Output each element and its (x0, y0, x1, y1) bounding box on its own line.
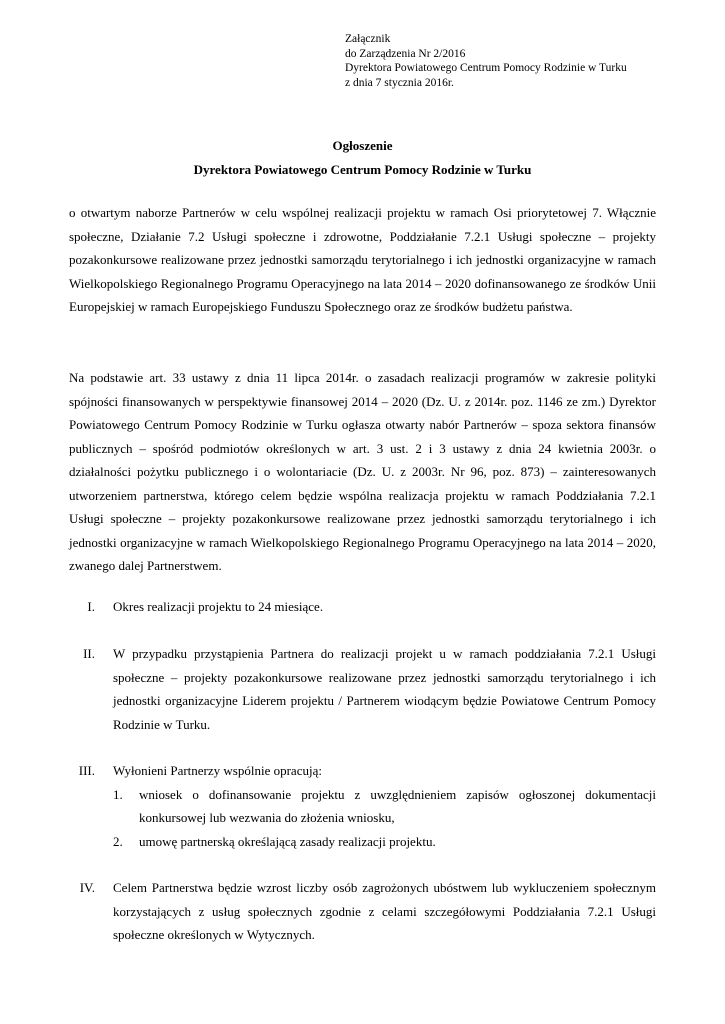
section-1 (69, 595, 656, 619)
section-4 (69, 876, 656, 947)
section-text: W przypadku przystąpienia Partnera do realizacji projekt u w ramach poddziałania 7.2.1 Usługi społeczne – projekty pozakonkursowe realizowane przez jednostki samorządu terytorialnego i ich jednostki organizacyjne Liderem projektu / Partnerem wiodącym będzie Powiatowe Centrum Pomocy Rodzinie w Turku. (113, 646, 656, 732)
attachment-line: do Zarządzenia Nr 2/2016 (345, 47, 466, 60)
section-number: II. (83, 646, 95, 661)
attachment-header (345, 32, 627, 90)
document-title: Ogłoszenie (332, 138, 393, 153)
document-subtitle: Dyrektora Powiatowego Centrum Pomocy Rodzinie w Turku (193, 162, 532, 177)
section-number: III. (78, 763, 95, 778)
basis-paragraph: Na podstawie art. 33 ustawy z dnia 11 lipca 2014r. o zasadach realizacji programów w zakresie polityki spójności finansowanych w perspektywie finansowej 2014 – 2020 (Dz. U. z 2014r. poz. 1146 ze zm.) Dyrektor Powiatowego Centrum Pomocy Rodzinie w Turku ogłasza otwarty nabór Partnerów – spoza sektora finansów publicznych – spośród podmiotów określonych w art. 3 ust. 2 i 3 ustawy z dnia 24 kwietnia 2003r. o działalności pożytku publicznego i o wolontariacie (Dz. U. z 2003r. Nr 96, poz. 873) – zainteresowanych utworzeniem partnerstwa, którego celem będzie wspólna realizacja projektu w ramach Poddziałania 7.2.1 Usługi społeczne – projekty pozakonkursowe realizowane przez jednostki samorządu terytorialnego i ich jednostki organizacyjne w ramach Wielkopolskiego Regionalnego Programu Operacyjnego na lata 2014 – 2020, zwanego dalej Partnerstwem. (69, 370, 656, 573)
list-item-text: wniosek o dofinansowanie projektu z uwzględnieniem zapisów ogłoszonej dokumentacji konkursowej lub wezwania do złożenia wniosku, (139, 786, 656, 825)
section-2 (69, 642, 656, 736)
list-item-number: 1. (113, 786, 123, 802)
attachment-line: Dyrektora Powiatowego Centrum Pomocy Rodzinie w Turku (345, 62, 627, 74)
intro-paragraph: o otwartym naborze Partnerów w celu wspólnej realizacji projektu w ramach Osi priorytetowej 7. Włącznie społeczne, Działanie 7.2 Usługi społeczne i zdrowotne, Poddziałanie 7.2.1 Usługi społeczne – projekty pozakonkursowe realizowane przez jednostki samorządu terytorialnego i ich jednostki organizacyjne w ramach Wielkopolskiego Regionalnego Programu Operacyjnego na lata 2014 – 2020 dofinansowanego ze środków Unii Europejskiej w ramach Europejskiego Funduszu Społecznego oraz ze środków budżetu państwa. (69, 205, 656, 314)
section-text: Wyłonieni Partnerzy wspólnie opracują: (113, 763, 322, 778)
section-text: Celem Partnerstwa będzie wzrost liczby osób zagrożonych ubóstwem lub wykluczeniem społecznym korzystających z usług społecznych zgodnie z celami szczegółowymi Poddziałania 7.2.1 Usługi społeczne określonych w Wytycznych. (113, 880, 656, 942)
section-number: IV. (79, 880, 95, 895)
section-3 (69, 759, 656, 853)
list-item-number: 2. (113, 833, 123, 849)
section-number: I. (87, 599, 95, 614)
section-text: Okres realizacji projektu to 24 miesiące. (113, 599, 324, 614)
list-item (113, 783, 656, 830)
attachment-line: z dnia 7 stycznia 2016r. (345, 76, 454, 89)
attachment-line: Załącznik (345, 33, 391, 45)
list-item (113, 830, 656, 854)
list-item-text: umowę partnerską określającą zasady realizacji projektu. (139, 833, 436, 849)
